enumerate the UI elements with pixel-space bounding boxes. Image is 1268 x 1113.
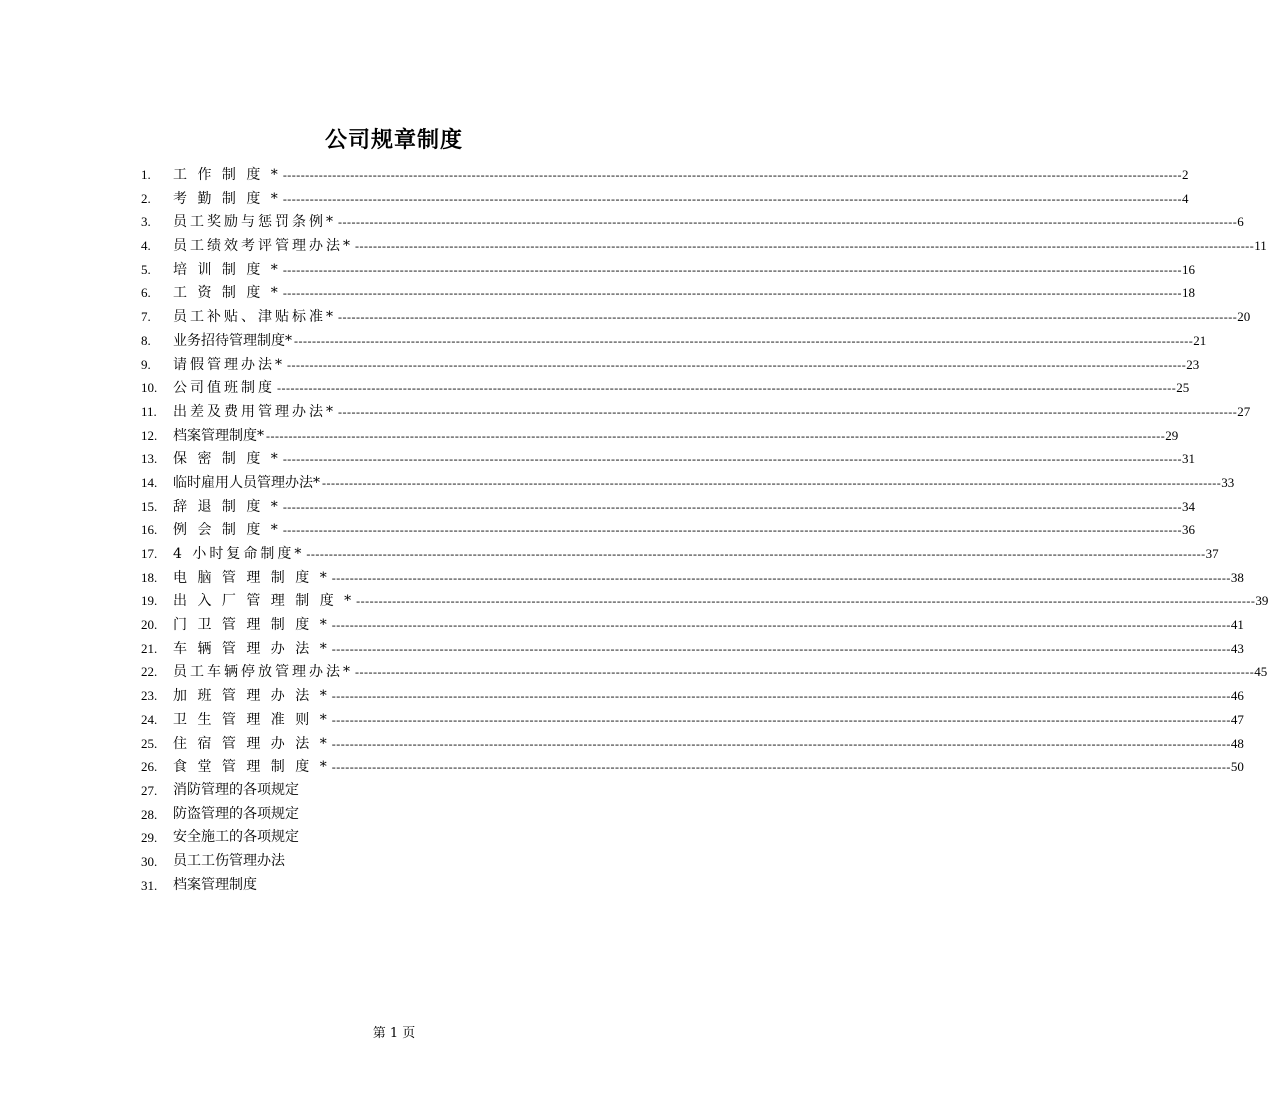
toc-title: 卫 生 管 理 准 则 * (173, 711, 330, 728)
toc-leader: -------------------------------------------------------------------------------------------------------------------------------------------------------------------------------------------------------- (282, 523, 1183, 538)
toc-row (141, 637, 1244, 661)
toc-title: 公司值班制度 (173, 380, 275, 397)
toc-row (141, 281, 1196, 305)
toc-title: 安全施工的各项规定 (173, 829, 299, 846)
toc-leader: -------------------------------------------------------------------------------------------------------------------------------------------------------------------------------------------------------- (355, 239, 1255, 254)
toc-row (141, 210, 1244, 234)
document-title: 公司规章制度 (324, 127, 463, 153)
toc-leader: -------------------------------------------------------------------------------------------------------------------------------------------------------------------------------------------------------- (331, 570, 1231, 585)
toc-leader: -------------------------------------------------------------------------------------------------------------------------------------------------------------------------------------------------------- (331, 760, 1231, 775)
toc-row (141, 850, 687, 874)
toc-number: 2. (141, 190, 151, 206)
toc-number: 3. (141, 214, 151, 230)
toc-page: 39 (1255, 593, 1268, 609)
toc-leader: -------------------------------------------------------------------------------------------------------------------------------------------------------------------------------------------------------- (282, 262, 1183, 277)
toc-row (141, 803, 687, 827)
toc-row (141, 518, 1196, 542)
toc-number: 26. (141, 759, 158, 775)
toc-page: 16 (1182, 261, 1196, 277)
toc-row (141, 684, 1244, 708)
toc-title: 档案管理制度* (173, 427, 264, 444)
toc-title: 档案管理制度 (173, 876, 257, 893)
toc-number: 4. (141, 238, 151, 254)
toc-title: 请假管理办法* (173, 356, 285, 373)
table-of-contents (141, 163, 1268, 897)
toc-leader: -------------------------------------------------------------------------------------------------------------------------------------------------------------------------------------------------------- (331, 689, 1231, 704)
toc-leader: -------------------------------------------------------------------------------------------------------------------------------------------------------------------------------------------------------- (322, 475, 1222, 490)
toc-row (141, 305, 1251, 329)
toc-page: 18 (1182, 285, 1196, 301)
toc-title: 消防管理的各项规定 (173, 781, 299, 798)
toc-row (141, 495, 1196, 519)
toc-page: 38 (1230, 569, 1244, 585)
toc-page: 34 (1182, 498, 1196, 514)
toc-page: 37 (1205, 546, 1219, 561)
toc-number: 25. (141, 735, 158, 751)
toc-row (141, 779, 687, 803)
toc-title: 电 脑 管 理 制 度 * (173, 569, 330, 586)
toc-row (141, 400, 1251, 424)
toc-number: 18. (141, 569, 158, 585)
toc-leader: -------------------------------------------------------------------------------------------------------------------------------------------------------------------------------------------------------- (331, 736, 1231, 751)
toc-page: 25 (1176, 380, 1190, 396)
toc-title: 住 宿 管 理 办 法 * (173, 735, 330, 752)
toc-row (141, 376, 1190, 400)
toc-page: 47 (1230, 711, 1244, 727)
toc-row (141, 708, 1244, 732)
toc-row (141, 732, 1244, 756)
toc-number: 28. (141, 806, 158, 822)
toc-page: 21 (1193, 332, 1207, 348)
toc-title: 员工补贴、津贴标准* (173, 309, 336, 326)
toc-title: 临时雇用人员管理办法* (173, 474, 320, 491)
toc-number: 30. (141, 853, 158, 869)
toc-number: 13. (141, 451, 158, 467)
toc-page: 50 (1230, 759, 1244, 775)
toc-page: 41 (1230, 617, 1244, 633)
toc-number: 5. (141, 261, 151, 277)
toc-title: 出 入 厂 管 理 制 度 * (173, 593, 355, 610)
toc-leader: -------------------------------------------------------------------------------------------------------------------------------------------------------------------------------------------------------- (266, 428, 1166, 443)
toc-leader: -------------------------------------------------------------------------------------------------------------------------------------------------------------------------------------------------------- (282, 452, 1183, 467)
toc-title: 例 会 制 度 * (173, 522, 281, 539)
toc-row (141, 258, 1196, 282)
toc-leader: -------------------------------------------------------------------------------------------------------------------------------------------------------------------------------------------------------- (356, 594, 1256, 609)
toc-leader: -------------------------------------------------------------------------------------------------------------------------------------------------------------------------------------------------------- (338, 404, 1238, 419)
toc-number: 20. (141, 617, 158, 633)
toc-row (141, 826, 687, 850)
toc-page: 46 (1230, 688, 1244, 704)
page-footer: 第 1 页 (372, 1026, 416, 1041)
toc-leader: -------------------------------------------------------------------------------------------------------------------------------------------------------------------------------------------------------- (282, 168, 1183, 182)
toc-leader: -------------------------------------------------------------------------------------------------------------------------------------------------------------------------------------------------------- (331, 618, 1231, 633)
toc-page: 36 (1182, 522, 1196, 538)
toc-page: 45 (1254, 664, 1268, 680)
toc-number: 1. (141, 167, 151, 182)
toc-title: 业务招待管理制度* (173, 332, 292, 349)
toc-page: 33 (1221, 474, 1235, 490)
toc-leader: -------------------------------------------------------------------------------------------------------------------------------------------------------------------------------------------------------- (355, 665, 1255, 680)
toc-leader: -------------------------------------------------------------------------------------------------------------------------------------------------------------------------------------------------------- (331, 712, 1231, 727)
toc-row (141, 566, 1244, 590)
toc-leader: -------------------------------------------------------------------------------------------------------------------------------------------------------------------------------------------------------- (277, 381, 1177, 396)
toc-number: 23. (141, 688, 158, 704)
toc-title: 保 密 制 度 * (173, 451, 281, 468)
toc-row (141, 447, 1196, 471)
toc-page: 27 (1237, 403, 1251, 419)
toc-title: 出差及费用管理办法* (173, 403, 336, 420)
toc-title: 工 作 制 度 * (173, 167, 281, 183)
toc-leader: -------------------------------------------------------------------------------------------------------------------------------------------------------------------------------------------------------- (282, 286, 1183, 301)
toc-number: 27. (141, 782, 158, 798)
toc-title: 员工车辆停放管理办法* (173, 664, 353, 681)
toc-title: 加 班 管 理 办 法 * (173, 688, 330, 705)
toc-number: 17. (141, 546, 158, 561)
toc-row (141, 424, 1179, 448)
toc-number: 8. (141, 332, 151, 348)
toc-row (141, 613, 1244, 637)
toc-number: 31. (141, 877, 158, 893)
toc-title: 食 堂 管 理 制 度 * (173, 759, 330, 776)
toc-row (141, 329, 1207, 353)
toc-title: 辞 退 制 度 * (173, 498, 281, 515)
toc-page: 2 (1182, 167, 1189, 182)
toc-leader: -------------------------------------------------------------------------------------------------------------------------------------------------------------------------------------------------------- (338, 310, 1238, 325)
toc-page: 4 (1182, 190, 1189, 206)
toc-number: 29. (141, 830, 158, 846)
toc-number: 14. (141, 474, 158, 490)
toc-title: 员工奖励与惩罚条例* (173, 214, 336, 231)
toc-number: 12. (141, 427, 158, 443)
toc-title: 员工工伤管理办法 (173, 852, 285, 869)
toc-title: 防盗管理的各项规定 (173, 805, 299, 822)
toc-row (141, 187, 1189, 211)
toc-row (141, 755, 1244, 779)
toc-number: 11. (141, 403, 157, 419)
toc-row (141, 542, 1219, 566)
toc-page: 29 (1165, 427, 1179, 443)
toc-leader: -------------------------------------------------------------------------------------------------------------------------------------------------------------------------------------------------------- (331, 641, 1231, 656)
toc-number: 24. (141, 711, 158, 727)
toc-title: 员工绩效考评管理办法* (173, 238, 353, 255)
toc-row (141, 589, 1268, 613)
toc-leader: -------------------------------------------------------------------------------------------------------------------------------------------------------------------------------------------------------- (287, 357, 1187, 372)
toc-row (141, 471, 1235, 495)
toc-row (141, 163, 1189, 187)
toc-number: 22. (141, 664, 158, 680)
toc-number: 10. (141, 380, 158, 396)
toc-row (141, 874, 687, 898)
toc-number: 9. (141, 356, 151, 372)
toc-title: 培 训 制 度 * (173, 261, 281, 278)
toc-number: 21. (141, 640, 158, 656)
toc-number: 16. (141, 522, 158, 538)
toc-page: 11 (1254, 238, 1267, 254)
toc-title: 门 卫 管 理 制 度 * (173, 617, 330, 634)
toc-page: 31 (1182, 451, 1196, 467)
toc-number: 7. (141, 309, 151, 325)
toc-title: 车 辆 管 理 办 法 * (173, 640, 330, 657)
toc-leader: -------------------------------------------------------------------------------------------------------------------------------------------------------------------------------------------------------- (294, 333, 1194, 348)
toc-title: 考 勤 制 度 * (173, 190, 281, 207)
toc-leader: -------------------------------------------------------------------------------------------------------------------------------------------------------------------------------------------------------- (306, 547, 1206, 561)
toc-page: 6 (1237, 214, 1244, 230)
toc-page: 43 (1230, 640, 1244, 656)
toc-row (141, 234, 1267, 258)
toc-number: 19. (141, 593, 158, 609)
toc-page: 20 (1237, 309, 1251, 325)
toc-title: 工 资 制 度 * (173, 285, 281, 302)
toc-row (141, 660, 1268, 684)
toc-page: 48 (1230, 735, 1244, 751)
toc-leader: -------------------------------------------------------------------------------------------------------------------------------------------------------------------------------------------------------- (338, 215, 1238, 230)
toc-leader: -------------------------------------------------------------------------------------------------------------------------------------------------------------------------------------------------------- (282, 499, 1183, 514)
toc-leader: -------------------------------------------------------------------------------------------------------------------------------------------------------------------------------------------------------- (282, 191, 1183, 206)
toc-row (141, 353, 1200, 377)
toc-number: 6. (141, 285, 151, 301)
toc-page: 23 (1186, 356, 1200, 372)
toc-number: 15. (141, 498, 158, 514)
toc-title: 4 小时复命制度* (173, 546, 305, 562)
